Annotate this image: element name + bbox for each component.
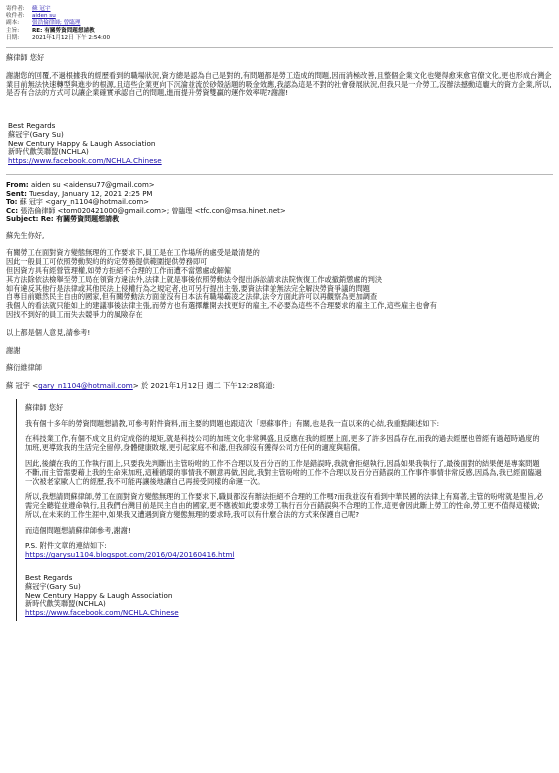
- quoted-paragraph-5: 而這個問題想請蘇律師參考,謝謝!: [25, 525, 131, 535]
- ps-article-link[interactable]: https://garysu1104.blogspot.com/2016/04/20160416.html: [25, 550, 235, 560]
- signature-org-zh: 新時代歡笑聯盟(NCHLA): [8, 147, 89, 157]
- lawyer-line: 其方法除依法檢舉至勞工局在領資方違法外,法律上就是事後依照勞動法令提出訴訟請求法院恢復工作或撤銷懲處的判決: [6, 274, 383, 284]
- header-divider: [6, 47, 553, 48]
- fw-subject-label: Subject:: [6, 215, 39, 224]
- quoted-sig-facebook-link[interactable]: https://www.facebook.com/NCHLA.Chinese: [25, 608, 179, 618]
- cc-value-link[interactable]: 張浩倫律師; 曾臨理: [32, 20, 81, 27]
- quoted-sig-org-en: New Century Happy & Laugh Association: [25, 590, 173, 600]
- subject-value: RE: 有關勞資問題想請教: [32, 27, 95, 34]
- fw-to-label: To:: [6, 198, 18, 207]
- lawyer-opinion: 以上都是個人意見,請參考!: [6, 327, 91, 337]
- date-label: 日期:: [6, 34, 20, 41]
- quoted-sig-name: 蘇冠宇(Gary Su): [25, 581, 81, 591]
- quote-suffix: > 於 2021年1月12日 週二 下午12:28寫道:: [132, 381, 275, 391]
- email-header: [6, 6, 553, 42]
- forward-divider: [6, 174, 553, 175]
- from-label: 寄件者:: [6, 6, 25, 12]
- quoted-paragraph-3: 因此,後續在我的工作執行面上,只要我先判斷出主管吩咐的工作不合理以及百分百的工作是錯誤時,我就會拒絕執行,因爲如果我執行了,最後面對的結果便是專案問題不斷,而主管需要藉上我的生命來加班,這種循環的事情我不願意再做,因此,我對主管吩咐的工作不合理以及百分百錯誤的工作事件事情非常反感,因爲為,我已經面臨過一次被老家歐人亡的經歷,我不可能再讓後地讓自己再接受同樣的命運一次。: [25, 458, 542, 486]
- fw-cc-label: Cc:: [6, 206, 19, 215]
- quoted-paragraph-2: 在科技業工作,有個不成文且約定成俗的規矩,就是科技公司的加班文化非常興盛,且反應在我的經歷上面,更多了許多因爲存在,而我的過去經歷也曾經有過超時過度的加班,更導致我的生活完全留停,身體健康敗壞,更引起家庭不和諧,但我卻沒有獲得公司方任何的適度與賠償。: [25, 434, 540, 453]
- reply-signature: [8, 122, 553, 166]
- fw-subject-value: Re: 有關勞資問題想請教: [40, 215, 120, 224]
- lawyer-line: 因此一般員工可依照勞動契約的約定勞務提供範圍提供勞務即可: [6, 257, 208, 267]
- lawyer-name: 蘇衍維律師: [6, 363, 42, 373]
- fw-to-value: 蘇 冠宇 <gary_n1104@hotmail.com>: [19, 198, 150, 207]
- forward-header: [6, 181, 553, 224]
- to-value-link[interactable]: aiden su: [32, 13, 56, 20]
- quoted-message: [16, 399, 553, 621]
- ps-label: P.S. 附件文章的連結如下:: [25, 541, 107, 551]
- fw-sent-value: Tuesday, January 12, 2021 2:25 PM: [29, 189, 153, 198]
- lawyer-line: 因找不到好的員工而失去競爭力的風險存在: [6, 309, 143, 319]
- quoted-signature: [25, 574, 545, 618]
- signature-facebook-link[interactable]: https://www.facebook.com/NCHLA.Chinese: [8, 156, 162, 166]
- to-label: 收件者:: [6, 13, 25, 20]
- lawyer-thanks: 謝謝: [6, 345, 21, 355]
- fw-sent-label: Sent:: [6, 189, 27, 198]
- quote-prefix: 蘇 冠宇 <: [6, 381, 39, 391]
- lawyer-line: 但因資方具有經營管理權,如勞方拒絕不合理的工作而遭不當懲處或解僱: [6, 266, 232, 276]
- quote-email-link[interactable]: gary_n1104@hotmail.com: [38, 381, 133, 391]
- fw-from-value: aiden su <aidensu77@gmail.com>: [30, 181, 155, 190]
- regards-text: Best Regards: [8, 121, 56, 131]
- lawyer-line: 如有違反其他行是法律或其他民法上侵權行為之規定者,也可另行提出主張,要資法律並無法完全解決勞資爭議的問題: [6, 283, 370, 293]
- date-value: 2021年1月12日 下午 2:54:00: [32, 34, 111, 41]
- lawyer-line: 我個人的看法就只能如上的建議事後法律主張,而勞方也有選擇離開去找更好的雇主,不必要為這些不合理要求的雇主工作,這些雇主也會有: [6, 301, 437, 311]
- reply-greeting: 蘇律師 您好: [6, 53, 45, 63]
- quoted-paragraph-4: 所以,我想請問蘇律師,勞工在面對資方變態無理的工作要求下,職員都沒有辦法拒絕不合理的工作嗎?而我並沒有看到中華民國的法律上有寫著,主管的吩咐就是聖旨,必需完全聽從並遵命執行,且我們台灣目前是民主自由的國家,更不應被如此要求勞工執行百分百錯誤與不合理的工作,這更會因此斷上勞工的性命,勞工更不值得這樣做;所以,在未來的工作生涯中,如果我又遭遇到資方變態無理的要求時,我可以有什麼合法的方式來保護自己呢?: [25, 492, 544, 519]
- signature-org-en: New Century Happy & Laugh Association: [8, 138, 156, 148]
- reply-paragraph: 謝謝您的回覆,不過根據我的經歷看到的職場狀況,資方總是認為自己是對的,有問題都是勞工造成的問題,因而消極改善,且整個企業文化也變得愈來愈官僚文化,更也形成台灣企業目前無法快速轉型與進步的根源,且這些企業更向下沉淪並流於砂殼話題的吸金效應,我認為這是不對的社會發展狀況,但我只是一介勞工,沒辦法撼動這龐大的資方企業,所以,是否有合法的方式可以讓企業確實承認自己的問題,進而提升勞資雙贏的運作效率呢?謝謝!: [6, 70, 552, 98]
- reply-body: [6, 54, 553, 166]
- fw-cc-value: 張浩倫律師 <tom020421000@gmail.com>; 曾臨理 <tfc.con@msa.hinet.net>: [20, 206, 286, 215]
- lawyer-greeting: 蘇先生你好,: [6, 230, 45, 240]
- lawyer-lines: [6, 249, 553, 319]
- quoted-regards: Best Regards: [25, 573, 73, 583]
- lawyer-line: 自專目前雖然民主自由的國家,但有關勞動法方面並沒有日本法有職場霸凌之法律,法令方面此許可以再觀察為更加調查: [6, 292, 378, 302]
- signature-name: 蘇冠宇(Gary Su): [8, 129, 64, 139]
- lawyer-reply: [6, 232, 553, 373]
- cc-label: 副本:: [6, 20, 20, 27]
- subject-label: 主旨:: [6, 27, 20, 34]
- lawyer-line: 有關勞工在面對資方變態無理的工作要求下,員工是在工作場所的處受是最清楚的: [6, 248, 260, 258]
- quoted-greeting: 蘇律師 您好: [25, 402, 64, 412]
- quoted-sig-org-zh: 新時代歡笑聯盟(NCHLA): [25, 599, 106, 609]
- quoted-paragraph-1: 我有個十多年的勞資問題想請教,可參考附件資料,而主要的問題也跟這次「惡蘇事件」有關,也是我一直以來的心結,我重點陳述如下:: [25, 418, 440, 428]
- quote-attribution: [6, 382, 553, 391]
- from-value-link[interactable]: 蘇 冠宇: [32, 6, 51, 12]
- fw-from-label: From:: [6, 181, 29, 190]
